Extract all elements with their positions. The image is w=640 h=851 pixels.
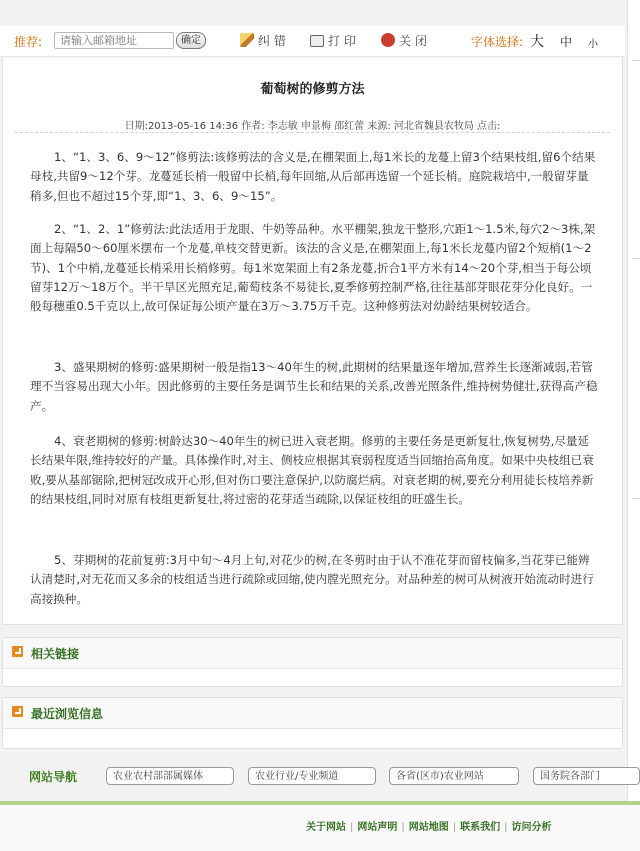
site-nav-label: 网站导航 [29,770,78,784]
nav-select-state-council[interactable]: 国务院各部门 [533,767,640,785]
font-large-button[interactable]: 大 [530,34,544,50]
related-links-header [3,638,622,669]
nav-select-provincial-sites[interactable]: 各省(区市)农业网站 [389,767,519,785]
correct-button[interactable] [240,32,286,49]
font-medium-button[interactable]: 中 [560,35,573,49]
related-links-panel [2,637,623,687]
print-button[interactable] [310,32,356,49]
email-input[interactable] [54,32,174,49]
nav-select-industry-channels[interactable]: 农业行业/专业频道 [248,767,376,785]
font-small-button[interactable]: 小 [588,39,598,50]
right-edge-divider [632,498,640,499]
recommend-label: 推荐: [14,35,43,49]
correct-label: 纠 错 [258,34,286,48]
confirm-button[interactable]: 确定 [176,32,206,49]
footer-link-statement[interactable]: 网站声明 [357,822,398,833]
footer-link-sitemap[interactable]: 网站地图 [408,822,449,833]
recent-browse-header [3,698,622,729]
article-meta: 日期:2013-05-16 14:36 作者: 李志敏 申景梅 邵红蕾 来源: 河北省魏县农牧局 点击: [124,121,501,132]
pencil-icon [240,33,254,47]
footer-link-contact[interactable]: 联系我们 [460,822,501,833]
article-title: 葡萄树的修剪方法 [260,82,365,97]
close-icon [381,33,395,47]
printer-icon [310,35,324,47]
article-paragraph: 2、“1、2、1”修剪法:此法适用于龙眼、牛奶等品种。水平棚架,独龙干整形,穴距1～1.5米,每穴2～3株,架面上每隔50～60厘米摆布一个龙蔓,单枝交替更新。该法的含义是,在棚架面上,每1米长龙蔓内留2个短梢(1～2节)、1个中梢,龙蔓延长梢采用长梢修剪。每1米宽架面上有2条龙蔓,折合1平方米有14～20个芽,相当于每公顷留芽12万～18万个。半干旱区光照充足,葡萄枝条不易徒长,夏季修剪控制严格,往往基部芽眼花芽分化良好。一般每穗重0.5千克以上,故可保证每公顷产量在3万～3.75万千克。这种修剪法对幼龄结果树较适合。 [30,222,596,314]
footer-links: 关于网站 | 网站声明 | 网站地图 | 联系我们 | 访问分析 [306,822,552,833]
footer [0,805,640,851]
article-paragraph: 4、衰老期树的修剪:树龄达30～40年生的树已进入衰老期。修剪的主要任务是更新复壮,恢复树势,尽量延长结果年限,维持较好的产量。具体操作时,对主、侧枝应根据其衰弱程度适当回缩抬高角度。如果中央枝组已衰败,要从基部锯除,把树冠改成开心形,但对伤口要注意保护,以防腐烂病。对衰老期的树,要充分利用徒长枝培养新的结果枝组,同时对原有枝组更新复壮,将过密的花芽适当疏除,以保证枝组的旺盛生长。 [30,434,594,506]
arrow-icon [12,706,23,717]
close-button[interactable] [381,32,427,49]
arrow-icon [12,646,23,657]
nav-select-ministry-media[interactable]: 农业农村部部属媒体 [106,767,234,785]
article-paragraph: 3、盛果期树的修剪:盛果期树一般是指13～40年生的树,此期树的结果量逐年增加,营养生长逐渐减弱,若管理不当容易出现大小年。因此修剪的主要任务是调节生长和结果的关系,改善光照条件,维持树势健壮,获得高产稳产。 [30,360,598,413]
font-select-label: 字体选择: [471,35,524,49]
article-container [2,58,623,625]
footer-link-analytics[interactable]: 访问分析 [511,822,552,833]
close-label: 关 闭 [399,34,427,48]
footer-link-about[interactable]: 关于网站 [306,822,346,833]
print-label: 打 印 [328,34,356,48]
recent-browse-panel [2,697,623,749]
related-links-title: 相关链接 [31,647,80,661]
right-edge-divider [632,258,640,259]
right-edge-divider [632,60,640,61]
recent-browse-title: 最近浏览信息 [31,707,104,721]
right-edge-strip [627,0,640,851]
article-toolbar [0,26,625,57]
article-paragraph: 5、芽期树的花前复剪:3月中旬～4月上旬,对花少的树,在冬剪时由于认不准花芽而留枝偏多,当花芽已能辨认清楚时,对无花而又多余的枝组适当进行疏除或回缩,使内膛光照充分。对品种差的树可从树液开始流动时进行高接换种。 [30,553,594,606]
article-paragraph: 1、“1、3、6、9～12”修剪法:该修剪法的含义是,在棚架面上,每1米长的龙蔓上留3个结果枝组,留6个结果母枝,共留9～12个芽。龙蔓延长梢一般留中长梢,每年回缩,从后部再选留一个延长梢。庭院栽培中,一般留芽量稍多,但也不超过15个芽,即“1、3、6、9～15”。 [30,150,596,203]
site-navigation [0,760,640,796]
meta-divider [15,132,610,133]
